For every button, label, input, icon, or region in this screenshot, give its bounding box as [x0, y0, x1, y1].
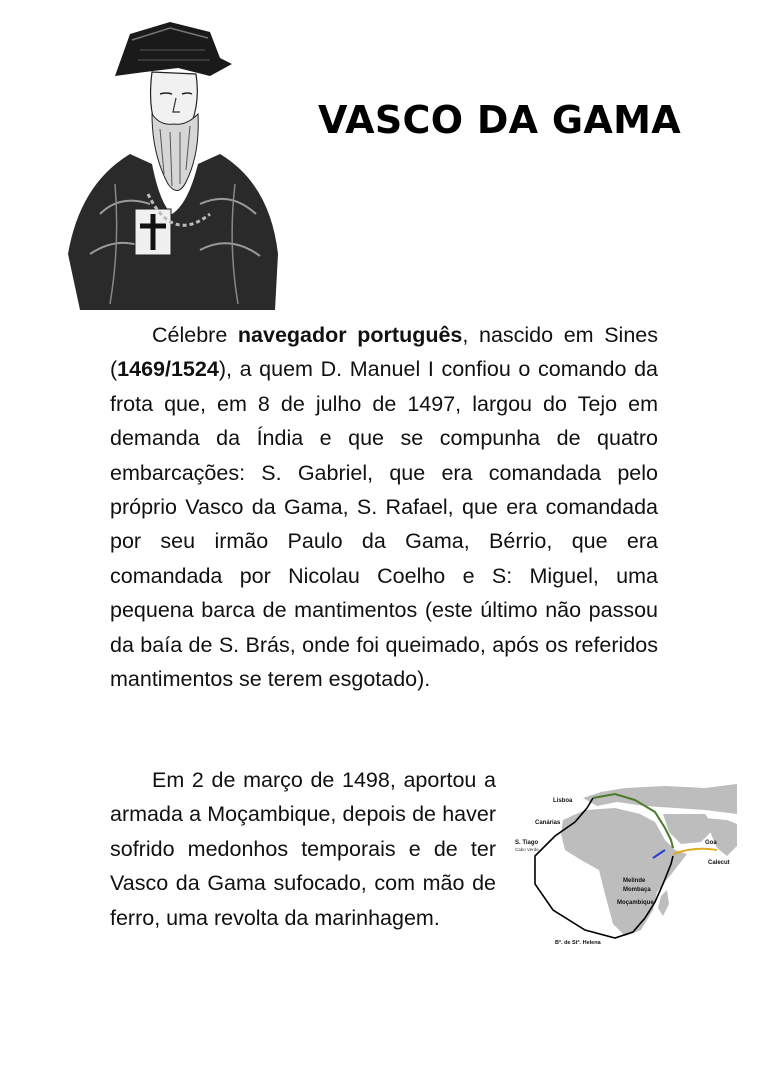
label-cabo-verde: Cabo Verde	[515, 847, 539, 852]
label-canarias: Canárias	[535, 820, 561, 826]
vasco-da-gama-portrait	[60, 14, 285, 310]
paragraph-biography: Célebre navegador português, nascido em Sines (1469/1524), a quem D. Manuel I confiou o comando da frota que, em 8 de julho de 1497, largou do Tejo em demanda da Índia e que se compunha de quatro embarcações: S. Gabriel, que era comandada pelo próprio Vasco da Gama, S. Rafael, que era comandada por seu irmão Paulo da Gama, Bérrio, que era comandada por Nicolau Coelho e S: Miguel, uma pequena barca de mantimentos (este último não passou da baía de S. Brás, onde foi queimado, após os referidos mantimentos se terem esgotado).	[110, 323, 658, 692]
label-goa: Goa	[705, 840, 717, 846]
page-title: VASCO DA GAMA	[318, 98, 681, 142]
label-mombaca: Mombaça	[623, 887, 651, 893]
bold-navegador: navegador português	[237, 323, 463, 347]
label-melinde: Melinde	[623, 878, 646, 884]
label-lisboa: Lisboa	[553, 798, 573, 804]
voyage-route-map	[505, 784, 737, 950]
label-sta-helena: Bª. de Stª. Helena	[555, 940, 601, 946]
bold-dates: 1469/1524	[117, 357, 219, 382]
label-s-tiago: S. Tiago	[515, 840, 539, 846]
label-mocambique: Moçambique	[617, 900, 654, 906]
paragraph-mocambique: Em 2 de março de 1498, aportou a armada a Moçambique, depois de haver sofrido medonhos temporais e de ter Vasco da Gama sufocado, com mão de ferro, uma revolta da marinhagem.	[110, 768, 496, 930]
label-calecut: Calecut	[708, 860, 730, 866]
